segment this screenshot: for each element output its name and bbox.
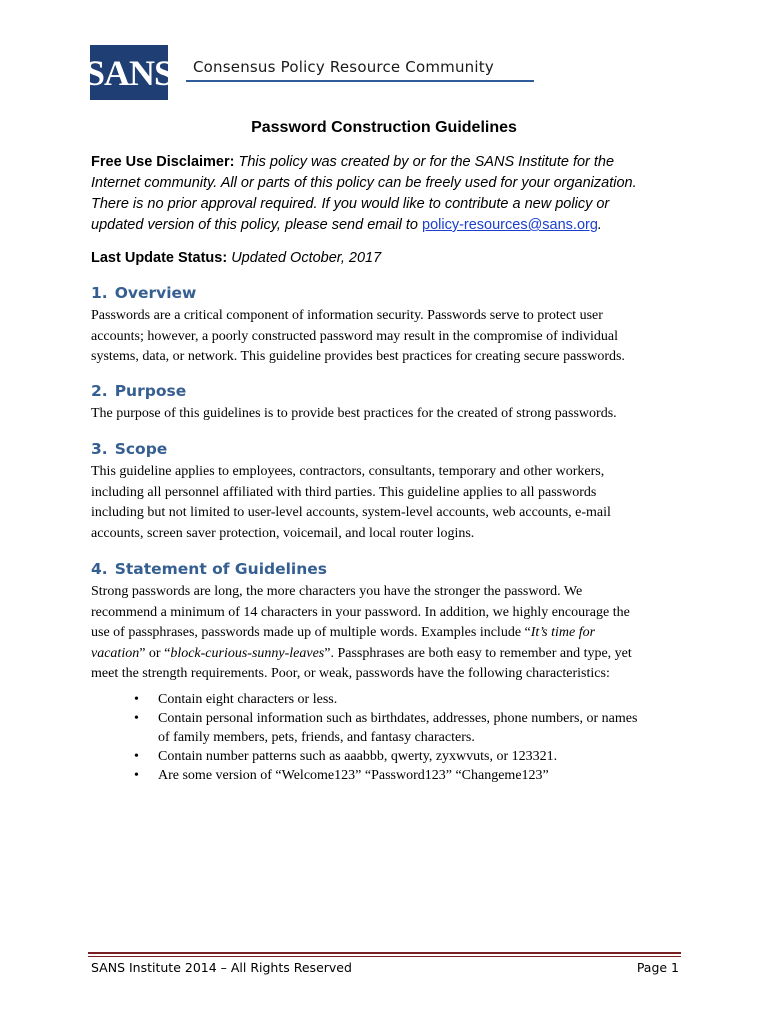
- free-use-disclaimer: [91, 152, 681, 236]
- purpose-paragraph: [91, 404, 681, 425]
- scope-line: accounts, screen saver protection, voicemail, and local router logins.: [91, 525, 475, 541]
- section-number: 2.: [91, 382, 108, 400]
- statement-line: ” or “: [139, 645, 171, 661]
- list-item-text: Contain eight characters or less.: [158, 692, 338, 707]
- policy-email-link[interactable]: policy-resources@sans.org: [422, 217, 598, 233]
- bullet-icon: •: [134, 768, 139, 783]
- list-item-text: Contain number patterns such as aaabbb, qwerty, zyxwvuts, or 123321.: [158, 749, 558, 764]
- disclaimer-text-1: This policy was created by or for the SANS Institute for the: [238, 154, 615, 170]
- section-title: Purpose: [114, 382, 187, 400]
- disclaimer-text-3: There is no prior approval required. If you would like to contribute a new policy or: [91, 196, 610, 212]
- section-heading-overview: [91, 284, 196, 302]
- section-number: 1.: [91, 284, 108, 302]
- scope-line: including but not limited to user-level accounts, system-level accounts, web accounts, e-mail: [91, 505, 611, 520]
- community-title: Consensus Policy Resource Community: [193, 58, 494, 76]
- list-item-text: Are some version of “Welcome123” “Password123” “Changeme123”: [158, 768, 549, 783]
- last-update-value: Updated October, 2017: [231, 250, 382, 266]
- section-heading-purpose: [91, 382, 186, 400]
- overview-line: systems, data, or network. This guideline provides best practices for creating secure passwords.: [91, 349, 625, 364]
- purpose-line: The purpose of this guidelines is to provide best practices for the created of strong passwords.: [91, 406, 617, 421]
- bullet-icon: •: [134, 749, 139, 764]
- statement-line: ”. Passphrases are both easy to remember and type, yet: [324, 645, 632, 661]
- disclaimer-text-2: Internet community. All or parts of this policy can be freely used for your organization.: [91, 175, 637, 191]
- section-title: Overview: [114, 284, 197, 302]
- statement-line: use of passphrases, passwords made up of multiple words. Examples include “: [91, 625, 531, 640]
- statement-line: recommend a minimum of 14 characters in your password. In addition, we highly encourage the: [91, 604, 630, 620]
- list-item-text: Contain personal information such as birthdates, addresses, phone numbers, or names: [158, 711, 638, 726]
- section-title: Statement of Guidelines: [114, 560, 328, 578]
- bullet-icon: •: [134, 711, 139, 726]
- last-update-status: [91, 248, 681, 269]
- disclaimer-label: Free Use Disclaimer:: [91, 154, 235, 170]
- overview-paragraph: [91, 306, 681, 368]
- logo-text: SANS: [84, 52, 174, 93]
- scope-line: including all personnel affiliated with third parties. This guideline applies to all passwords: [91, 484, 597, 500]
- bullet-icon: •: [134, 692, 139, 707]
- list-item-text-cont: of family members, pets, friends, and fantasy characters.: [158, 730, 475, 745]
- section-heading-scope: [91, 440, 167, 458]
- list-item: [91, 709, 691, 747]
- disclaimer-text-4: updated version of this policy, please send email to: [91, 217, 423, 233]
- example-passphrase-1-end: vacation: [91, 645, 140, 661]
- disclaimer-text-4-end: .: [597, 217, 602, 233]
- list-item: [91, 747, 691, 766]
- sans-logo: [84, 45, 174, 100]
- statement-line: Strong passwords are long, the more characters you have the stronger the password. We: [91, 584, 583, 599]
- weak-password-characteristics-list: [91, 690, 691, 785]
- example-passphrase-2: block-curious-sunny-leaves: [170, 645, 325, 661]
- section-title: Scope: [114, 440, 168, 458]
- scope-paragraph: [91, 462, 681, 544]
- statement-paragraph: [91, 582, 681, 685]
- footer-rule: [88, 952, 681, 954]
- list-item: [91, 690, 691, 709]
- section-heading-statement: [91, 560, 327, 578]
- section-number: 4.: [91, 560, 108, 578]
- document-title: Password Construction Guidelines: [251, 119, 517, 136]
- last-update-label: Last Update Status:: [91, 250, 228, 266]
- section-number: 3.: [91, 440, 108, 458]
- page-number: Page 1: [636, 960, 679, 975]
- footer-copyright: SANS Institute 2014 – All Rights Reserved: [91, 960, 352, 975]
- scope-line: This guideline applies to employees, contractors, consultants, temporary and other workers,: [91, 464, 605, 479]
- list-item: [91, 766, 691, 785]
- overview-line: accounts; however, a poorly constructed password may result in the compromise of individual: [91, 328, 619, 344]
- example-passphrase-1: It’s time for: [530, 625, 596, 640]
- footer-rule-thin: [88, 956, 681, 957]
- overview-line: Passwords are a critical component of information security. Passwords serve to protect user: [91, 308, 603, 323]
- statement-line: meet the strength requirements. Poor, or weak, passwords have the following characteristics:: [91, 666, 610, 681]
- header-rule: [186, 80, 534, 82]
